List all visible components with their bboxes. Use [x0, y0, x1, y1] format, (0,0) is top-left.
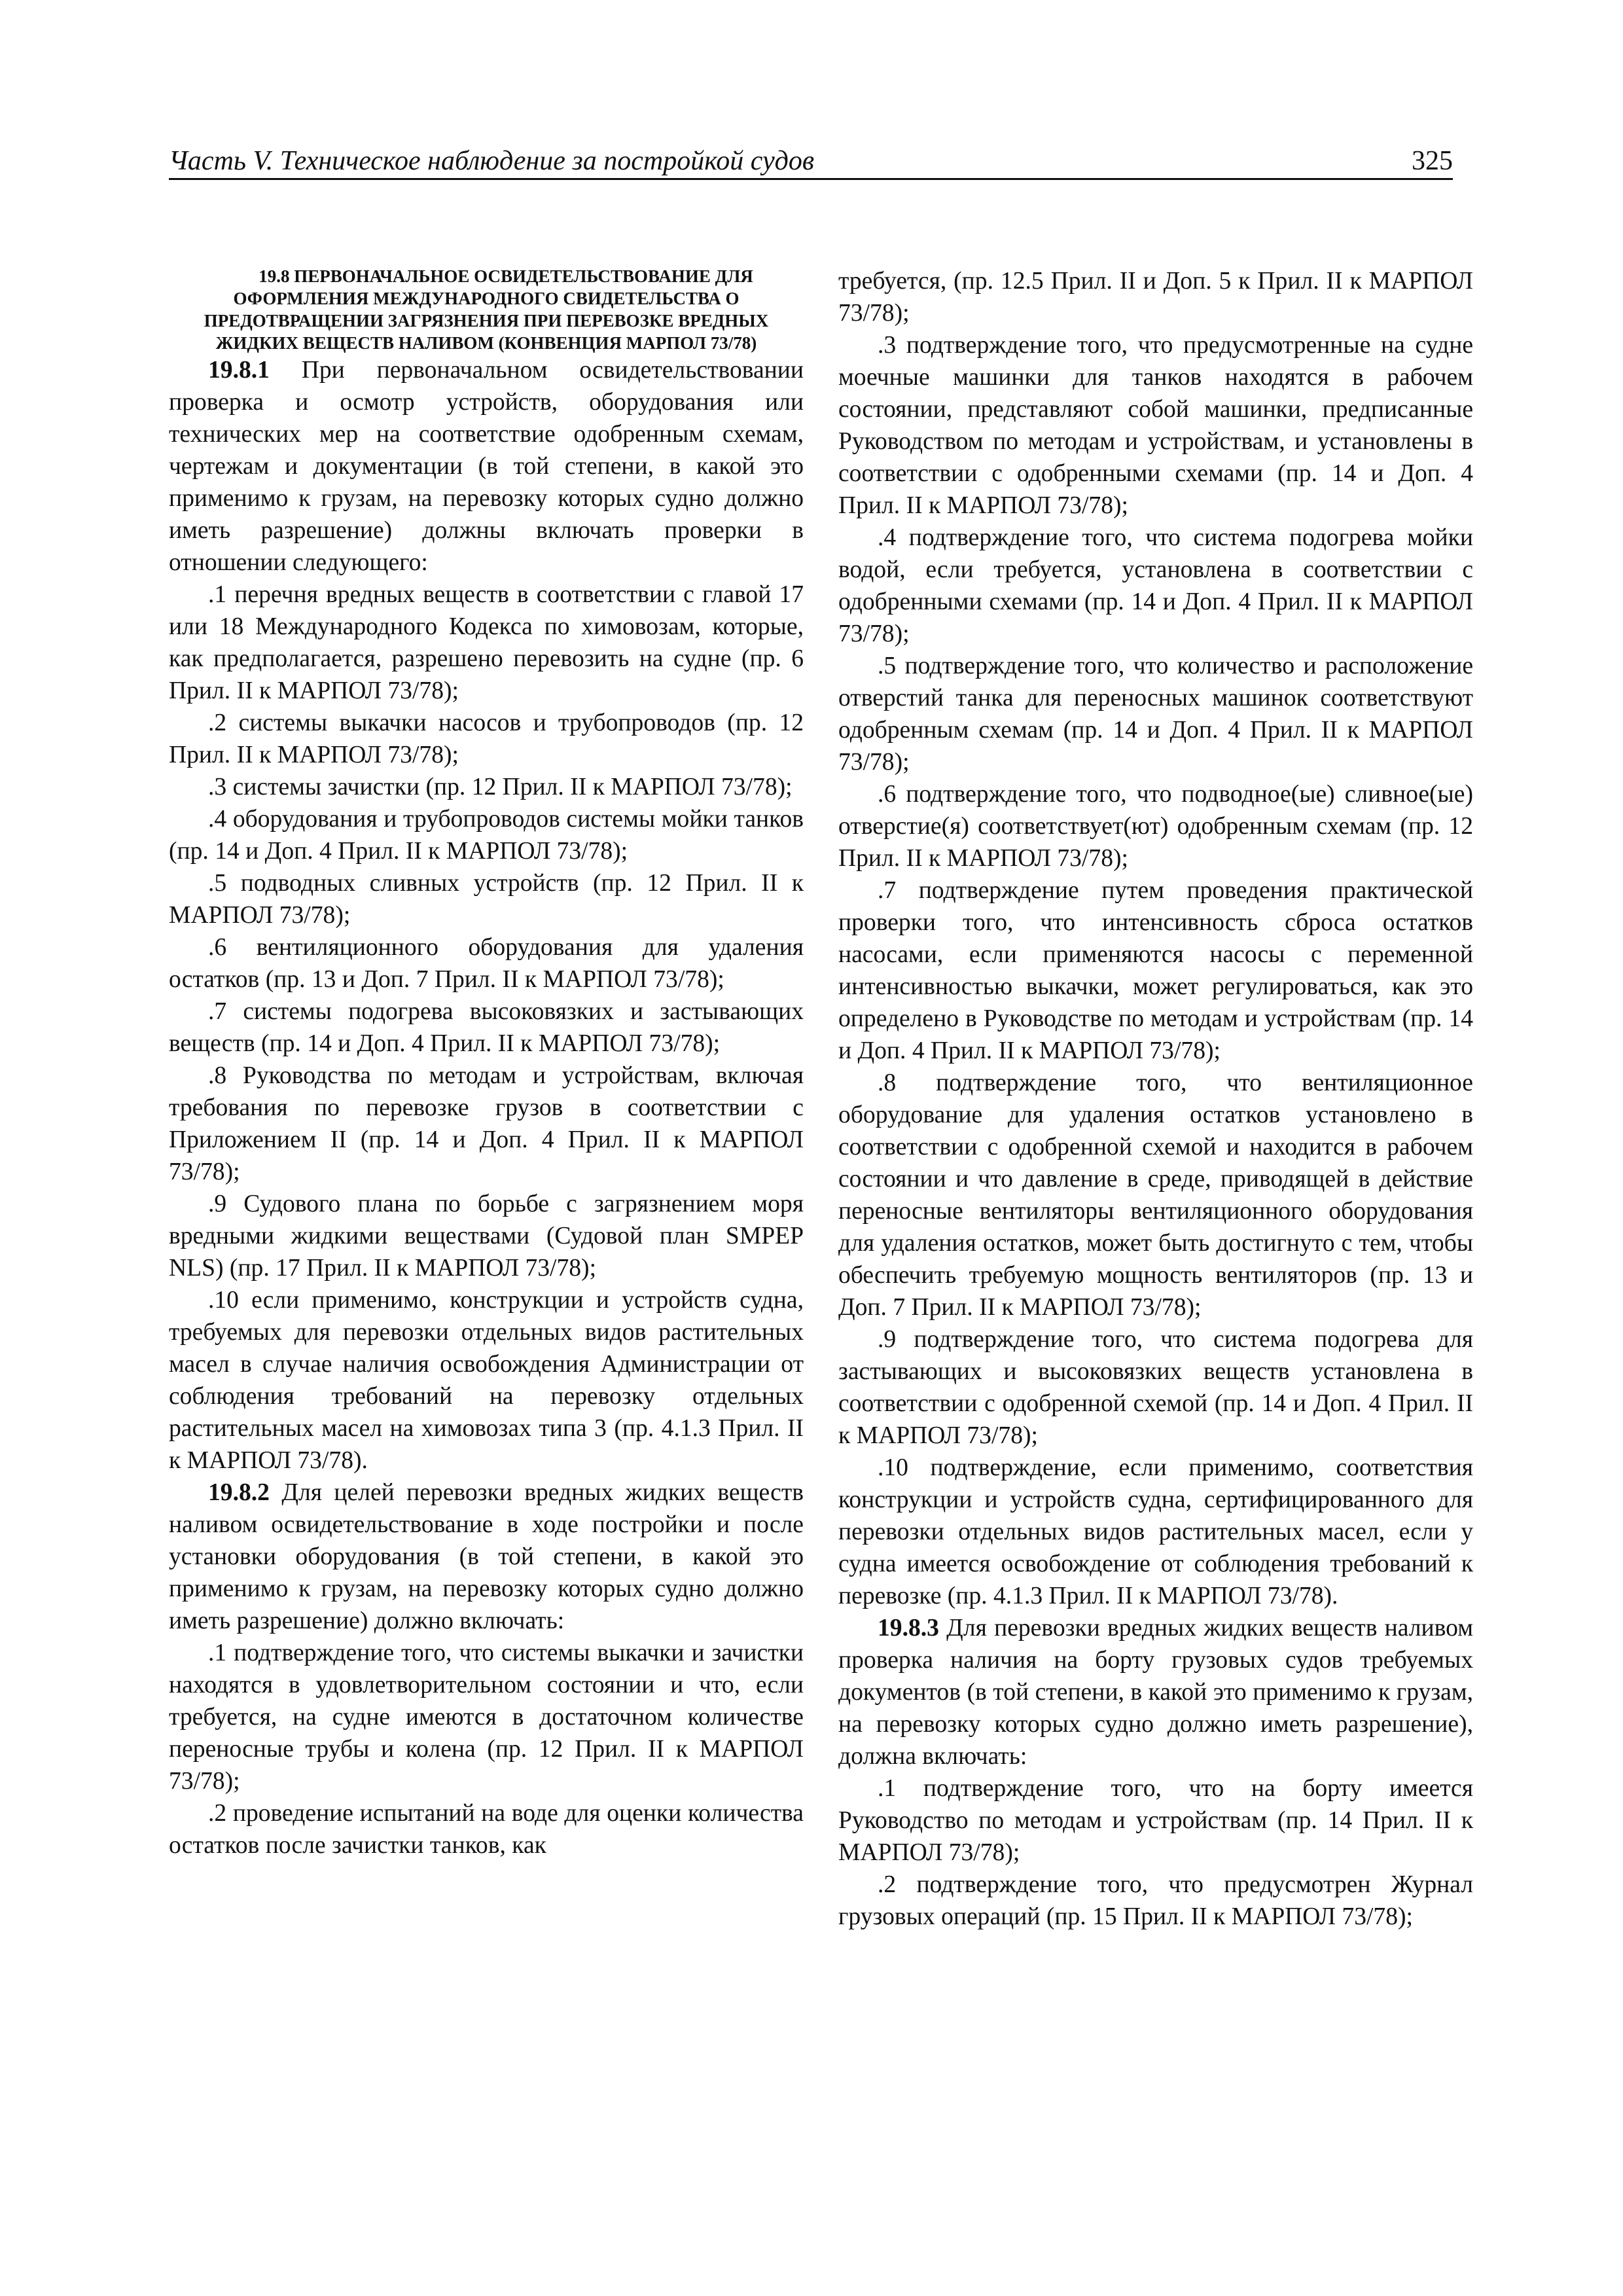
list-item: .5 подтверждение того, что количество и расположение отверстий танка для переносных машинок соответствуют одобренным схемам (пр. 14 и Доп. 4 Прил. II к МАРПОЛ 73/78);	[838, 653, 1473, 776]
paragraph-number: 19.8.1	[208, 357, 270, 384]
list-item: .7 подтверждение путем проведения практической проверки того, что интенсивность сброса остатков насосами, если применяются насосы с переменной интенсивностью выкачки, может регулироваться, как это определено в Руководстве по методам и устройствам (пр. 14 и Доп. 4 Прил. II к МАРПОЛ 73/78);	[838, 877, 1473, 1064]
paragraph-text: Для целей перевозки вредных жидких веществ наливом освидетельствование в ходе постройки и после установки оборудования (в той степени, в какой это применимо к грузам, на перевозку которых судно должно иметь разрешение) должно включать:	[169, 1479, 804, 1634]
paragraph-number: 19.8.2	[208, 1479, 270, 1506]
list-item: .7 системы подогрева высоковязких и застывающих веществ (пр. 14 и Доп. 4 Прил. II к МАРПОЛ 73/78);	[169, 998, 804, 1057]
paragraph-19-8-1	[169, 354, 804, 579]
section-heading: 19.8 ПЕРВОНАЧАЛЬНОЕ ОСВИДЕТЕЛЬСТВОВАНИЕ ДЛЯ ОФОРМЛЕНИЯ МЕЖДУНАРОДНОГО СВИДЕТЕЛЬСТВА О ПРЕДОТВРАЩЕНИИ ЗАГРЯЗНЕНИЯ ПРИ ПЕРЕВОЗКЕ ВРЕДНЫХ ЖИДКИХ ВЕЩЕСТВ НАЛИВОМ (КОНВЕНЦИЯ МАРПОЛ 73/78)	[204, 266, 769, 353]
list-item: .2 проведение испытаний на воде для оценки количества остатков после зачистки танков, как	[169, 1800, 804, 1859]
list-item: .1 перечня вредных веществ в соответствии с главой 17 или 18 Международного Кодекса по химовозам, которые, как предполагается, разрешено перевозить на судне (пр. 6 Прил. II к МАРПОЛ 73/78);	[169, 581, 804, 704]
list-item: .6 подтверждение того, что подводное(ые) сливное(ые) отверстие(я) соответствует(ют) одобренным схемам (пр. 12 Прил. II к МАРПОЛ 73/78);	[838, 781, 1473, 872]
running-title: Часть V. Техническое наблюдение за постройкой судов	[169, 146, 815, 176]
list-item: .6 вентиляционного оборудования для удаления остатков (пр. 13 и Доп. 7 Прил. II к МАРПОЛ 73/78);	[169, 934, 804, 993]
list-item: .1 подтверждение того, что на борту имеется Руководство по методам и устройствам (пр. 14 Прил. II к МАРПОЛ 73/78);	[838, 1775, 1473, 1866]
list-item: .4 подтверждение того, что система подогрева мойки водой, если требуется, установлена в соответствии с одобренными схемами (пр. 14 и Доп. 4 Прил. II к МАРПОЛ 73/78);	[838, 524, 1473, 647]
continued-text: требуется, (пр. 12.5 Прил. II и Доп. 5 к Прил. II к МАРПОЛ 73/78);	[838, 268, 1473, 327]
page-number: 325	[1412, 146, 1453, 176]
header-rule	[169, 178, 1453, 180]
list-item: .8 Руководства по методам и устройствам, включая требования по перевозке грузов в соответствии с Приложением II (пр. 14 и Доп. 4 Прил. II к МАРПОЛ 73/78);	[169, 1062, 804, 1185]
list-item: .4 оборудования и трубопроводов системы мойки танков (пр. 14 и Доп. 4 Прил. II к МАРПОЛ 73/78);	[169, 806, 804, 865]
paragraph-text: При первоначальном освидетельствовании проверка и осмотр устройств, оборудования или технических мер на соответствие одобренным схемам, чертежам и документации (в той степени, в какой это применимо к грузам, на перевозку которых судно должно иметь разрешение) должны включать проверки в отношении следующего:	[169, 357, 804, 576]
list-item: .2 системы выкачки насосов и трубопроводов (пр. 12 Прил. II к МАРПОЛ 73/78);	[169, 709, 804, 768]
paragraph-text: Для перевозки вредных жидких веществ наливом проверка наличия на борту грузовых судов требуемых документов (в той степени, в какой это применимо к грузам, на перевозку которых судно должно иметь разрешение), должна включать:	[838, 1615, 1473, 1770]
running-header	[169, 145, 1453, 179]
paragraph-19-8-2	[169, 1477, 804, 1637]
list-item: .10 подтверждение, если применимо, соответствия конструкции и устройств судна, сертифицированного для перевозки отдельных видов растительных масел, если у судна имеется освобождение от соблюдения требований к перевозке (пр. 4.1.3 Прил. II к МАРПОЛ 73/78).	[838, 1454, 1473, 1609]
list-item: .1 подтверждение того, что системы выкачки и зачистки находятся в удовлетворительном состоянии и что, если требуется, на судне имеются в достаточном количестве переносные трубы и колена (пр. 12 Прил. II к МАРПОЛ 73/78);	[169, 1640, 804, 1795]
list-item: .2 подтверждение того, что предусмотрен Журнал грузовых операций (пр. 15 Прил. II к МАРПОЛ 73/78);	[838, 1871, 1473, 1930]
list-item: .9 подтверждение того, что система подогрева для застывающих и высоковязких веществ установлена в соответствии с одобренной схемой (пр. 14 и Доп. 4 Прил. II к МАРПОЛ 73/78);	[838, 1326, 1473, 1449]
left-column	[169, 265, 804, 1861]
list-item: .9 Судового плана по борьбе с загрязнением моря вредными жидкими веществами (Судовой план SMPEP NLS) (пр. 17 Прил. II к МАРПОЛ 73/78);	[169, 1191, 804, 1282]
list-item: .3 подтверждение того, что предусмотренные на судне моечные машинки для танков находятся в рабочем состоянии, представляют собой машинки, предписанные Руководством по методам и устройствам, и установлены в соответствии с одобренными схемами (пр. 14 и Доп. 4 Прил. II к МАРПОЛ 73/78);	[838, 332, 1473, 519]
list-item: .3 системы зачистки (пр. 12 Прил. II к МАРПОЛ 73/78);	[208, 774, 793, 800]
right-column	[838, 265, 1473, 1933]
list-item: .5 подводных сливных устройств (пр. 12 Прил. II к МАРПОЛ 73/78);	[169, 870, 804, 929]
paragraph-19-8-3	[838, 1612, 1473, 1772]
paragraph-number: 19.8.3	[878, 1615, 939, 1641]
list-item: .10 если применимо, конструкции и устройств судна, требуемых для перевозки отдельных видов растительных масел в случае наличия освобождения Администрации от соблюдения требований на перевозку отдельных растительных масел на химовозах типа 3 (пр. 4.1.3 Прил. II к МАРПОЛ 73/78).	[169, 1287, 804, 1474]
list-item: .8 подтверждение того, что вентиляционное оборудование для удаления остатков установлено в соответствии с одобренной схемой и находится в рабочем состоянии и что давление в среде, приводящей в действие переносные вентиляторы вентиляционного оборудования для удаления остатков, может быть достигнуто с тем, чтобы обеспечить требуемую мощность вентиляторов (пр. 13 и Доп. 7 Прил. II к МАРПОЛ 73/78);	[838, 1069, 1473, 1321]
